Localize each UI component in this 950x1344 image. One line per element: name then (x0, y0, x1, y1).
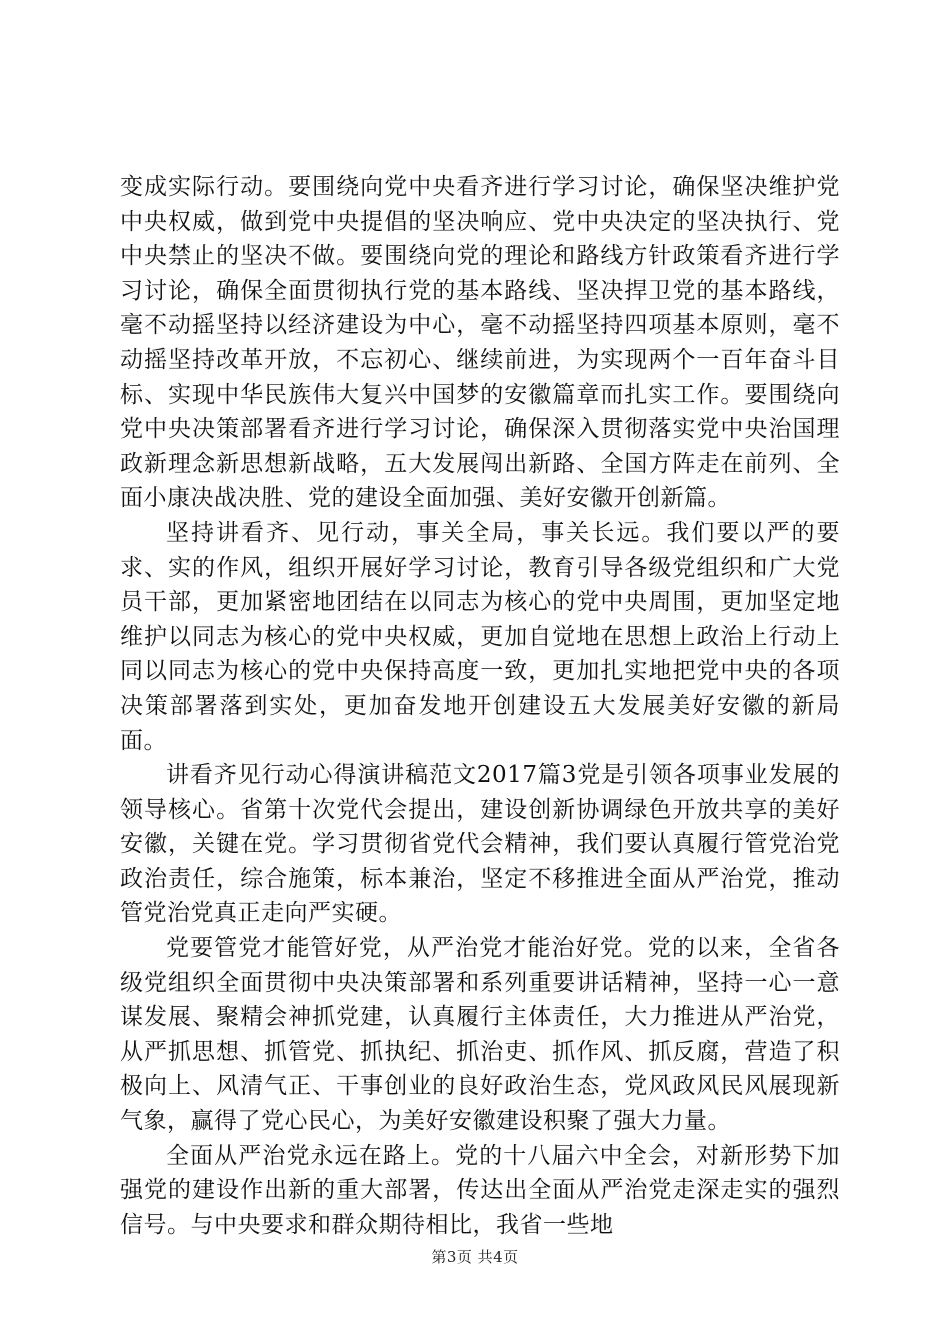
paragraph-4: 党要管党才能管好党，从严治党才能治好党。党的以来，全省各级党组织全面贯彻中央决策部署和系列重要讲话精神，坚持一心一意谋发展、聚精会神抓党建，认真履行主体责任，大力推进从严治党，从严抓思想、抓管党、抓执纪、抓治吏、抓作风、抓反腐，营造了积极向上、风清气正、干事创业的良好政治生态，党风政风民风展现新气象，赢得了党心民心，为美好安徽建设积聚了强大力量。 (120, 935, 840, 1135)
paragraph-5: 全面从严治党永远在路上。党的十八届六中全会，对新形势下加强党的建设作出新的重大部署，传达出全面从严治党走深走实的强烈信号。与中央要求和群众期待相比，我省一些地 (120, 1142, 840, 1238)
page-number-footer: 第3页 共4页 (431, 1248, 519, 1266)
document-body (120, 170, 840, 1242)
paragraph-1: 变成实际行动。要围绕向党中央看齐进行学习讨论，确保坚决维护党中央权威，做到党中央提倡的坚决响应、党中央决定的坚决执行、党中央禁止的坚决不做。要围绕向党的理论和路线方针政策看齐进行学习讨论，确保全面贯彻执行党的基本路线、坚决捍卫党的基本路线，毫不动摇坚持以经济建设为中心，毫不动摇坚持四项基本原则，毫不动摇坚持改革开放，不忘初心、继续前进，为实现两个一百年奋斗目标、实现中华民族伟大复兴中国梦的安徽篇章而扎实工作。要围绕向党中央决策部署看齐进行学习讨论，确保深入贯彻落实党中央治国理政新理念新思想新战略，五大发展闯出新路、全国方阵走在前列、全面小康决战决胜、党的建设全面加强、美好安徽开创新篇。 (120, 174, 840, 512)
paragraph-3: 讲看齐见行动心得演讲稿范文2017篇3党是引领各项事业发展的领导核心。省第十次党代会提出，建设创新协调绿色开放共享的美好安徽，关键在党。学习贯彻省党代会精神，我们要认真履行管党治党政治责任，综合施策，标本兼治，坚定不移推进全面从严治党，推动管党治党真正走向严实硬。 (120, 762, 840, 927)
paragraph-2: 坚持讲看齐、见行动，事关全局，事关长远。我们要以严的要求、实的作风，组织开展好学习讨论，教育引导各级党组织和广大党员干部，更加紧密地团结在以同志为核心的党中央周围，更加坚定地维护以同志为核心的党中央权威，更加自觉地在思想上政治上行动上同以同志为核心的党中央保持高度一致，更加扎实地把党中央的各项决策部署落到实处，更加奋发地开创建设五大发展美好安徽的新局面。 (120, 519, 840, 754)
